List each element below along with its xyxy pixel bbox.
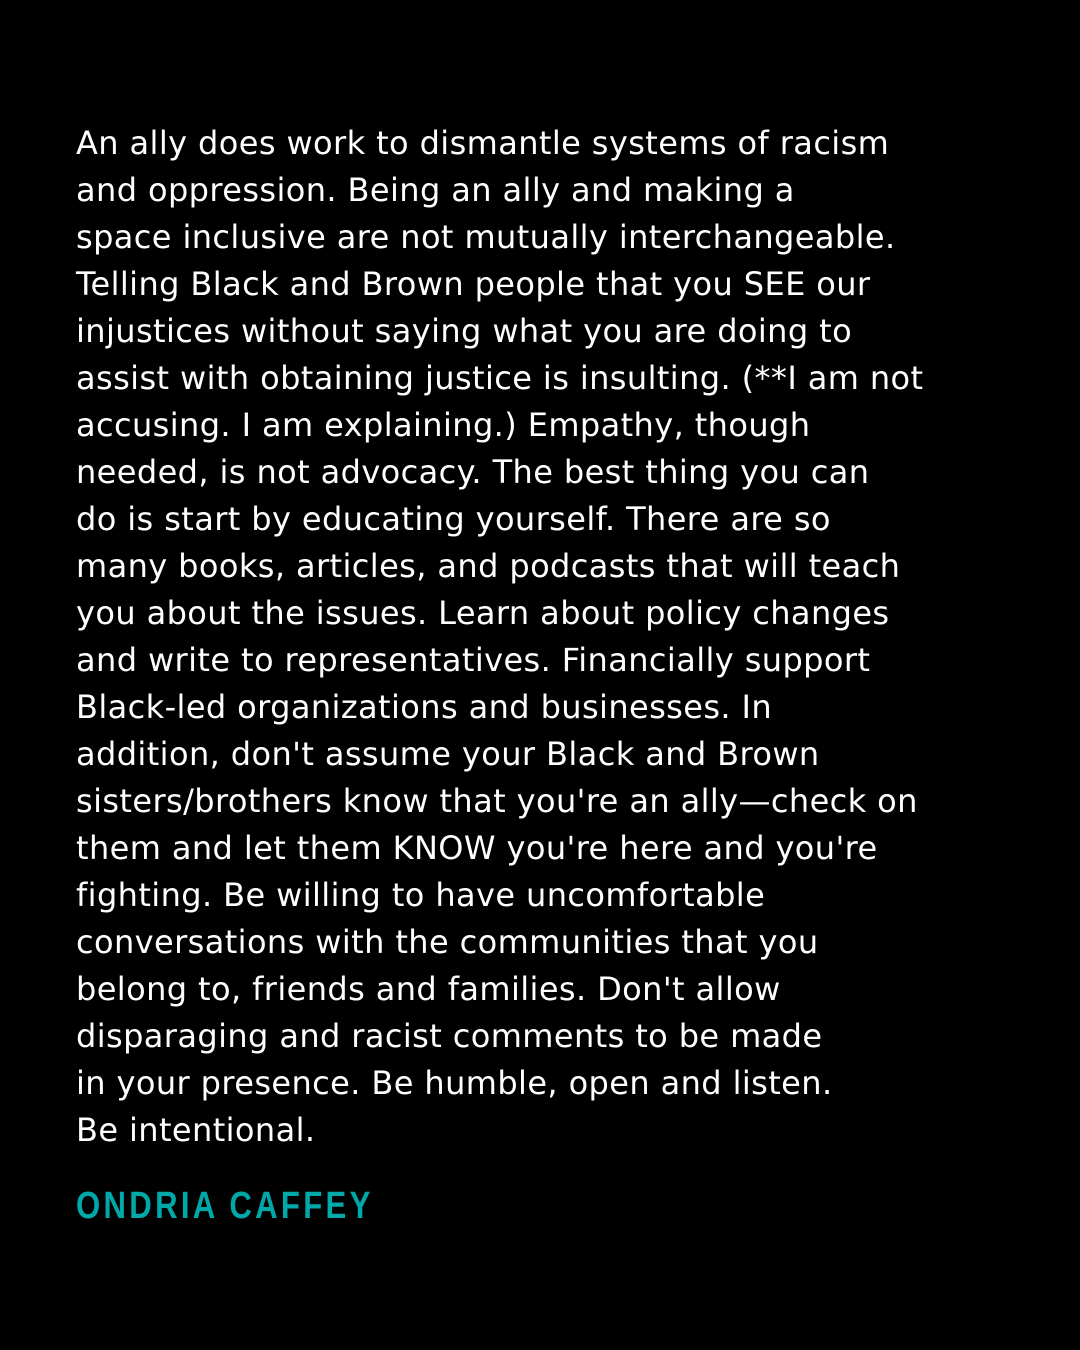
quote-body <box>76 120 1036 1154</box>
quote-line: assist with obtaining justice is insulting. (**I am not <box>76 359 924 397</box>
quote-line: addition, don't assume your Black and Brown <box>76 735 820 773</box>
author-name: ONDRIA CAFFEY <box>76 1185 374 1227</box>
quote-line: injustices without saying what you are doing to <box>76 312 853 350</box>
quote-line: Black-led organizations and businesses. In <box>76 688 773 726</box>
quote-line: needed, is not advocacy. The best thing you can <box>76 453 870 491</box>
quote-line: and write to representatives. Financially support <box>76 641 871 679</box>
quote-line: you about the issues. Learn about policy changes <box>76 594 890 632</box>
quote-line: belong to, friends and families. Don't allow <box>76 970 781 1008</box>
quote-line: Be intentional. <box>76 1111 316 1149</box>
quote-line: and oppression. Being an ally and making a <box>76 171 795 209</box>
quote-line: disparaging and racist comments to be made <box>76 1017 823 1055</box>
quote-line: Telling Black and Brown people that you SEE our <box>76 265 871 303</box>
quote-line: in your presence. Be humble, open and listen. <box>76 1064 833 1102</box>
quote-line: fighting. Be willing to have uncomfortable <box>76 876 766 914</box>
quote-line: An ally does work to dismantle systems of racism <box>76 124 890 162</box>
quote-line: many books, articles, and podcasts that will teach <box>76 547 901 585</box>
quote-line: sisters/brothers know that you're an ally—check on <box>76 782 918 820</box>
quote-line: them and let them KNOW you're here and you're <box>76 829 878 867</box>
quote-line: space inclusive are not mutually interchangeable. <box>76 218 896 256</box>
quote-line: accusing. I am explaining.) Empathy, though <box>76 406 811 444</box>
quote-line: conversations with the communities that you <box>76 923 819 961</box>
quote-line: do is start by educating yourself. There are so <box>76 500 831 538</box>
